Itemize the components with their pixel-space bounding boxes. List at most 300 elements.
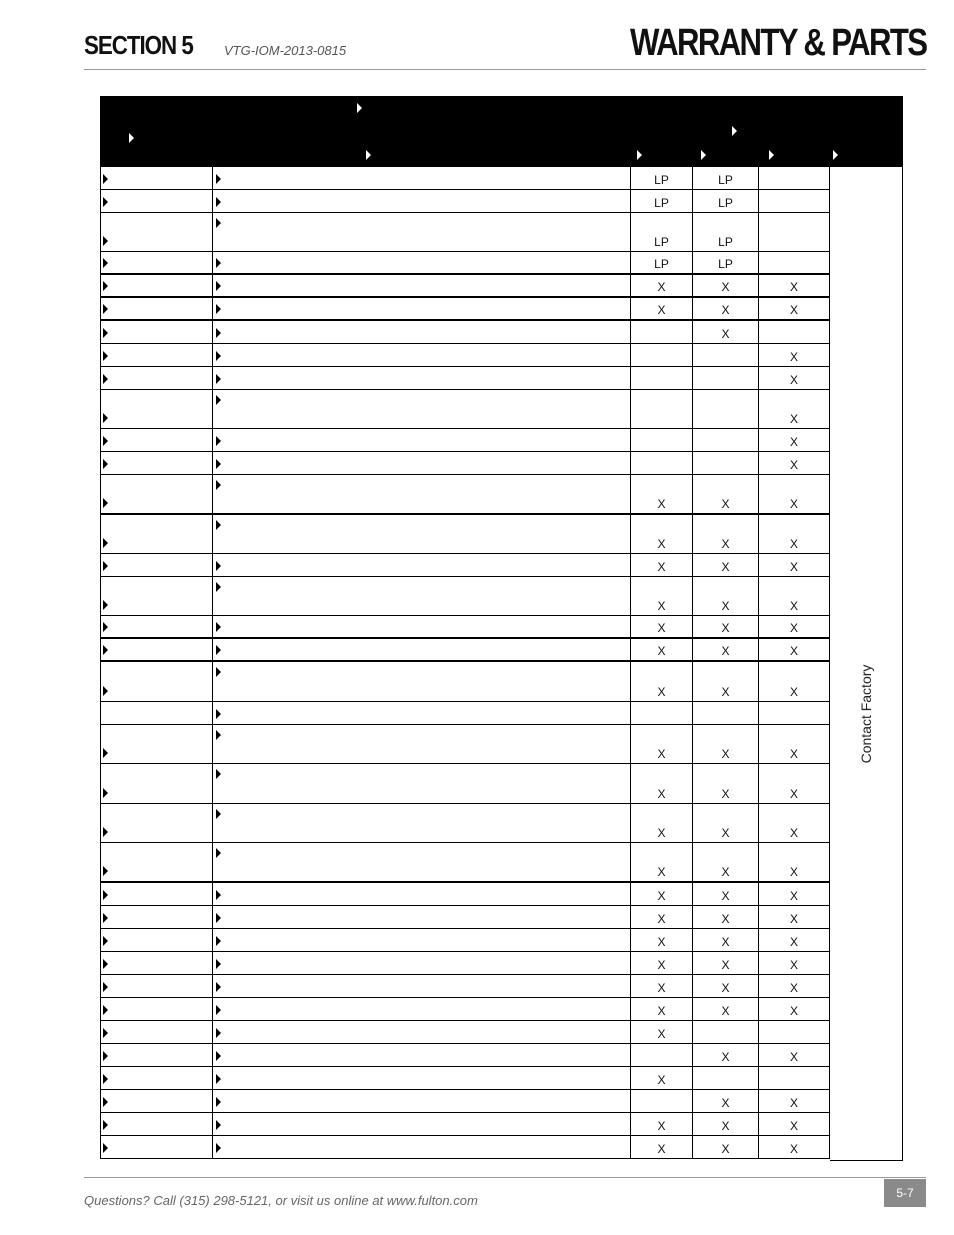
description-cell bbox=[213, 725, 631, 763]
part-number-cell bbox=[100, 929, 213, 951]
applicability-mark: X bbox=[657, 787, 666, 801]
applicability-mark: X bbox=[721, 826, 730, 840]
applicability-mark: X bbox=[721, 644, 730, 658]
model-column-1-cell bbox=[631, 804, 693, 842]
model-column-3-cell bbox=[759, 702, 830, 724]
model-column-3-cell bbox=[759, 321, 830, 343]
description-cell bbox=[213, 998, 631, 1020]
model-column-3-cell bbox=[759, 843, 830, 881]
description-cell bbox=[213, 952, 631, 974]
row-arrow-icon bbox=[216, 258, 221, 268]
model-column-3-cell bbox=[759, 515, 830, 553]
part-number-cell bbox=[100, 577, 213, 615]
model-column-2-cell bbox=[693, 554, 759, 576]
model-column-1-cell bbox=[631, 167, 693, 189]
row-arrow-icon bbox=[103, 645, 108, 655]
row-arrow-icon bbox=[103, 1028, 108, 1038]
applicability-mark: X bbox=[789, 865, 798, 879]
row-arrow-icon bbox=[216, 1028, 221, 1038]
table-row bbox=[100, 639, 830, 662]
model-column-1-cell bbox=[631, 475, 693, 513]
header-arrow-icon bbox=[637, 150, 642, 160]
model-column-2-cell bbox=[693, 298, 759, 319]
row-arrow-icon bbox=[103, 498, 108, 508]
row-arrow-icon bbox=[103, 538, 108, 548]
table-row bbox=[100, 167, 830, 190]
table-row bbox=[100, 367, 830, 390]
model-column-3-cell bbox=[759, 639, 830, 660]
table-row bbox=[100, 843, 830, 883]
model-column-3-cell bbox=[759, 616, 830, 637]
applicability-mark: X bbox=[789, 787, 798, 801]
page-title: WARRANTY & PARTS bbox=[629, 22, 926, 64]
row-arrow-icon bbox=[216, 1074, 221, 1084]
contact-factory-note: Contact Factory bbox=[858, 664, 874, 763]
description-cell bbox=[213, 616, 631, 637]
model-column-1-cell bbox=[631, 1044, 693, 1066]
row-arrow-icon bbox=[103, 1074, 108, 1084]
description-cell bbox=[213, 975, 631, 997]
model-column-2-cell bbox=[693, 662, 759, 701]
model-column-3-cell bbox=[759, 298, 830, 319]
model-column-1-cell bbox=[631, 725, 693, 763]
model-column-1-cell bbox=[631, 515, 693, 553]
part-number-cell bbox=[100, 344, 213, 366]
applicability-mark: X bbox=[721, 537, 730, 551]
applicability-mark: X bbox=[789, 497, 798, 511]
applicability-mark: X bbox=[789, 912, 798, 926]
row-arrow-icon bbox=[216, 304, 221, 314]
model-column-2-cell bbox=[693, 804, 759, 842]
part-number-cell bbox=[100, 554, 213, 576]
part-number-cell bbox=[100, 883, 213, 905]
applicability-mark: X bbox=[789, 747, 798, 761]
table-row bbox=[100, 1136, 830, 1159]
part-number-cell bbox=[100, 952, 213, 974]
applicability-mark: X bbox=[721, 1142, 730, 1156]
header-arrow-icon bbox=[769, 150, 774, 160]
table-row bbox=[100, 883, 830, 906]
applicability-mark: X bbox=[721, 621, 730, 635]
row-arrow-icon bbox=[216, 1005, 221, 1015]
model-column-2-cell bbox=[693, 190, 759, 212]
model-column-2-cell bbox=[693, 475, 759, 513]
part-number-cell bbox=[100, 804, 213, 842]
row-arrow-icon bbox=[103, 281, 108, 291]
applicability-mark: X bbox=[789, 303, 798, 317]
model-column-3-cell bbox=[759, 429, 830, 451]
model-column-2-cell bbox=[693, 275, 759, 296]
model-column-1-cell bbox=[631, 367, 693, 389]
part-number-cell bbox=[100, 475, 213, 513]
row-arrow-icon bbox=[103, 600, 108, 610]
part-number-cell bbox=[100, 1021, 213, 1043]
model-column-2-cell bbox=[693, 367, 759, 389]
applicability-mark: LP bbox=[718, 173, 733, 187]
model-column-3-cell bbox=[759, 390, 830, 428]
row-arrow-icon bbox=[103, 936, 108, 946]
model-column-1-cell bbox=[631, 883, 693, 905]
model-column-3-cell bbox=[759, 252, 830, 273]
part-number-cell bbox=[100, 843, 213, 881]
applicability-mark: X bbox=[721, 935, 730, 949]
row-arrow-icon bbox=[216, 197, 221, 207]
table-row bbox=[100, 764, 830, 804]
description-cell bbox=[213, 190, 631, 212]
row-arrow-icon bbox=[103, 351, 108, 361]
applicability-mark: X bbox=[721, 303, 730, 317]
applicability-mark: X bbox=[657, 1073, 666, 1087]
row-arrow-icon bbox=[216, 218, 221, 228]
description-cell bbox=[213, 929, 631, 951]
model-column-1-cell bbox=[631, 298, 693, 319]
model-column-3-cell bbox=[759, 929, 830, 951]
applicability-mark: X bbox=[789, 621, 798, 635]
applicability-mark: X bbox=[657, 865, 666, 879]
part-number-cell bbox=[100, 321, 213, 343]
model-column-1-cell bbox=[631, 975, 693, 997]
model-column-3-cell bbox=[759, 952, 830, 974]
description-cell bbox=[213, 1021, 631, 1043]
description-cell bbox=[213, 167, 631, 189]
model-column-3-cell bbox=[759, 764, 830, 803]
table-row bbox=[100, 475, 830, 515]
model-column-2-cell bbox=[693, 429, 759, 451]
row-arrow-icon bbox=[103, 748, 108, 758]
row-arrow-icon bbox=[216, 1143, 221, 1153]
row-arrow-icon bbox=[103, 1097, 108, 1107]
model-column-1-cell bbox=[631, 1113, 693, 1135]
model-column-2-cell bbox=[693, 1021, 759, 1043]
row-arrow-icon bbox=[103, 174, 108, 184]
description-cell bbox=[213, 883, 631, 905]
model-column-2-cell bbox=[693, 1044, 759, 1066]
model-column-3-cell bbox=[759, 725, 830, 763]
parts-table bbox=[100, 96, 903, 1161]
row-arrow-icon bbox=[216, 769, 221, 779]
row-arrow-icon bbox=[216, 374, 221, 384]
row-arrow-icon bbox=[216, 395, 221, 405]
row-arrow-icon bbox=[103, 622, 108, 632]
model-column-1-cell bbox=[631, 929, 693, 951]
model-column-2-cell bbox=[693, 167, 759, 189]
applicability-mark: LP bbox=[654, 257, 669, 271]
table-row bbox=[100, 275, 830, 298]
model-column-2-cell bbox=[693, 998, 759, 1020]
description-cell bbox=[213, 764, 631, 803]
table-row bbox=[100, 321, 830, 344]
row-arrow-icon bbox=[216, 890, 221, 900]
part-number-cell bbox=[100, 639, 213, 660]
applicability-mark: X bbox=[657, 280, 666, 294]
applicability-mark: X bbox=[721, 1096, 730, 1110]
row-arrow-icon bbox=[103, 686, 108, 696]
applicability-mark: X bbox=[789, 280, 798, 294]
applicability-mark: X bbox=[657, 560, 666, 574]
applicability-mark: X bbox=[789, 1142, 798, 1156]
applicability-mark: X bbox=[789, 458, 798, 472]
row-arrow-icon bbox=[216, 281, 221, 291]
applicability-mark: X bbox=[789, 644, 798, 658]
applicability-mark: X bbox=[789, 1050, 798, 1064]
model-column-1-cell bbox=[631, 952, 693, 974]
table-row bbox=[100, 804, 830, 843]
description-cell bbox=[213, 515, 631, 553]
model-column-3-cell bbox=[759, 906, 830, 928]
part-number-cell bbox=[100, 429, 213, 451]
part-number-cell bbox=[100, 662, 213, 701]
model-column-2-cell bbox=[693, 344, 759, 366]
applicability-mark: X bbox=[721, 889, 730, 903]
applicability-mark: X bbox=[657, 1119, 666, 1133]
model-column-1-cell bbox=[631, 1090, 693, 1112]
table-row bbox=[100, 998, 830, 1021]
model-column-2-cell bbox=[693, 390, 759, 428]
model-column-2-cell bbox=[693, 725, 759, 763]
description-cell bbox=[213, 475, 631, 513]
table-row bbox=[100, 577, 830, 616]
table-row bbox=[100, 1021, 830, 1044]
model-column-1-cell bbox=[631, 1136, 693, 1158]
header-divider bbox=[84, 69, 926, 70]
model-column-2-cell bbox=[693, 702, 759, 724]
part-number-cell bbox=[100, 702, 213, 724]
applicability-mark: X bbox=[721, 865, 730, 879]
applicability-mark: X bbox=[657, 981, 666, 995]
applicability-mark: X bbox=[789, 1096, 798, 1110]
model-column-1-cell bbox=[631, 344, 693, 366]
table-row bbox=[100, 616, 830, 639]
description-cell bbox=[213, 252, 631, 273]
applicability-mark: LP bbox=[718, 257, 733, 271]
row-arrow-icon bbox=[216, 622, 221, 632]
row-arrow-icon bbox=[103, 258, 108, 268]
row-arrow-icon bbox=[103, 959, 108, 969]
table-row bbox=[100, 429, 830, 452]
table-row bbox=[100, 952, 830, 975]
row-arrow-icon bbox=[103, 913, 108, 923]
table-row bbox=[100, 906, 830, 929]
row-arrow-icon bbox=[103, 304, 108, 314]
model-column-1-cell bbox=[631, 252, 693, 273]
model-column-1-cell bbox=[631, 639, 693, 660]
description-cell bbox=[213, 804, 631, 842]
part-number-cell bbox=[100, 298, 213, 319]
description-cell bbox=[213, 1090, 631, 1112]
row-arrow-icon bbox=[103, 561, 108, 571]
description-cell bbox=[213, 344, 631, 366]
applicability-mark: X bbox=[721, 280, 730, 294]
model-column-3-cell bbox=[759, 344, 830, 366]
row-arrow-icon bbox=[216, 959, 221, 969]
part-number-cell bbox=[100, 998, 213, 1020]
table-row bbox=[100, 344, 830, 367]
applicability-mark: X bbox=[789, 537, 798, 551]
row-arrow-icon bbox=[216, 809, 221, 819]
table-row bbox=[100, 190, 830, 213]
model-column-3-cell bbox=[759, 1067, 830, 1089]
model-column-2-cell bbox=[693, 252, 759, 273]
model-column-3-cell bbox=[759, 1021, 830, 1043]
applicability-mark: X bbox=[789, 889, 798, 903]
description-cell bbox=[213, 1067, 631, 1089]
row-arrow-icon bbox=[216, 351, 221, 361]
model-column-1-cell bbox=[631, 662, 693, 701]
applicability-mark: X bbox=[721, 747, 730, 761]
footer-contact: Questions? Call (315) 298-5121, or visit us online at www.fulton.com bbox=[84, 1193, 478, 1208]
row-arrow-icon bbox=[216, 667, 221, 677]
applicability-mark: X bbox=[789, 1119, 798, 1133]
row-arrow-icon bbox=[103, 788, 108, 798]
applicability-mark: X bbox=[789, 560, 798, 574]
row-arrow-icon bbox=[216, 709, 221, 719]
model-column-1-cell bbox=[631, 616, 693, 637]
model-column-2-cell bbox=[693, 577, 759, 615]
applicability-mark: X bbox=[789, 981, 798, 995]
description-cell bbox=[213, 298, 631, 319]
applicability-mark: X bbox=[721, 981, 730, 995]
row-arrow-icon bbox=[216, 913, 221, 923]
table-row bbox=[100, 298, 830, 321]
applicability-mark: X bbox=[657, 889, 666, 903]
model-column-1-cell bbox=[631, 998, 693, 1020]
part-number-cell bbox=[100, 1044, 213, 1066]
row-arrow-icon bbox=[216, 174, 221, 184]
model-column-2-cell bbox=[693, 616, 759, 637]
applicability-mark: X bbox=[721, 327, 730, 341]
header-arrow-icon bbox=[732, 126, 737, 136]
table-row bbox=[100, 1113, 830, 1136]
applicability-mark: X bbox=[721, 1119, 730, 1133]
applicability-mark: X bbox=[789, 958, 798, 972]
applicability-mark: X bbox=[789, 1004, 798, 1018]
applicability-mark: LP bbox=[654, 173, 669, 187]
part-number-cell bbox=[100, 975, 213, 997]
row-arrow-icon bbox=[103, 866, 108, 876]
applicability-mark: X bbox=[657, 1142, 666, 1156]
description-cell bbox=[213, 662, 631, 701]
model-column-2-cell bbox=[693, 452, 759, 474]
section-label: SECTION 5 bbox=[84, 30, 193, 60]
model-column-1-cell bbox=[631, 1067, 693, 1089]
model-column-3-cell bbox=[759, 1136, 830, 1158]
row-arrow-icon bbox=[216, 459, 221, 469]
row-arrow-icon bbox=[103, 890, 108, 900]
row-arrow-icon bbox=[216, 645, 221, 655]
model-column-1-cell bbox=[631, 452, 693, 474]
model-column-1-cell bbox=[631, 213, 693, 251]
model-column-2-cell bbox=[693, 1136, 759, 1158]
table-row bbox=[100, 702, 830, 725]
page-number: 5-7 bbox=[884, 1179, 926, 1207]
description-cell bbox=[213, 213, 631, 251]
document-code: VTG-IOM-2013-0815 bbox=[224, 43, 347, 58]
model-column-2-cell bbox=[693, 639, 759, 660]
row-arrow-icon bbox=[216, 1097, 221, 1107]
applicability-mark: LP bbox=[654, 196, 669, 210]
applicability-mark: LP bbox=[718, 235, 733, 249]
applicability-mark: X bbox=[721, 1050, 730, 1064]
part-number-cell bbox=[100, 515, 213, 553]
row-arrow-icon bbox=[216, 1051, 221, 1061]
row-arrow-icon bbox=[216, 848, 221, 858]
model-column-2-cell bbox=[693, 764, 759, 803]
part-number-cell bbox=[100, 252, 213, 273]
applicability-mark: X bbox=[721, 560, 730, 574]
applicability-mark: X bbox=[657, 497, 666, 511]
part-number-cell bbox=[100, 452, 213, 474]
description-cell bbox=[213, 554, 631, 576]
applicability-mark: X bbox=[789, 373, 798, 387]
table-row bbox=[100, 213, 830, 252]
model-column-2-cell bbox=[693, 929, 759, 951]
applicability-mark: X bbox=[657, 537, 666, 551]
row-arrow-icon bbox=[216, 480, 221, 490]
description-cell bbox=[213, 843, 631, 881]
applicability-mark: LP bbox=[654, 235, 669, 249]
applicability-mark: X bbox=[721, 912, 730, 926]
applicability-mark: X bbox=[657, 1004, 666, 1018]
model-column-2-cell bbox=[693, 1067, 759, 1089]
table-row bbox=[100, 1090, 830, 1113]
model-column-1-cell bbox=[631, 390, 693, 428]
applicability-mark: X bbox=[721, 1004, 730, 1018]
model-column-3-cell bbox=[759, 1090, 830, 1112]
table-row bbox=[100, 554, 830, 577]
row-arrow-icon bbox=[216, 982, 221, 992]
model-column-3-cell bbox=[759, 883, 830, 905]
part-number-cell bbox=[100, 190, 213, 212]
header-arrow-icon bbox=[129, 133, 134, 143]
applicability-mark: LP bbox=[718, 196, 733, 210]
table-row bbox=[100, 929, 830, 952]
part-number-cell bbox=[100, 275, 213, 296]
model-column-2-cell bbox=[693, 843, 759, 881]
row-arrow-icon bbox=[103, 197, 108, 207]
model-column-2-cell bbox=[693, 213, 759, 251]
table-row bbox=[100, 1044, 830, 1067]
part-number-cell bbox=[100, 367, 213, 389]
table-row bbox=[100, 515, 830, 554]
applicability-mark: X bbox=[789, 935, 798, 949]
part-number-cell bbox=[100, 1113, 213, 1135]
row-arrow-icon bbox=[103, 1051, 108, 1061]
description-cell bbox=[213, 702, 631, 724]
applicability-mark: X bbox=[657, 644, 666, 658]
row-arrow-icon bbox=[216, 520, 221, 530]
part-number-cell bbox=[100, 390, 213, 428]
header-arrow-icon bbox=[701, 150, 706, 160]
model-column-2-cell bbox=[693, 1090, 759, 1112]
applicability-mark: X bbox=[789, 350, 798, 364]
row-arrow-icon bbox=[216, 561, 221, 571]
model-column-1-cell bbox=[631, 190, 693, 212]
footer-divider bbox=[84, 1177, 926, 1178]
table-row bbox=[100, 725, 830, 764]
model-column-1-cell bbox=[631, 702, 693, 724]
applicability-mark: X bbox=[721, 685, 730, 699]
applicability-mark: X bbox=[721, 958, 730, 972]
applicability-mark: X bbox=[721, 599, 730, 613]
model-column-2-cell bbox=[693, 1113, 759, 1135]
model-column-1-cell bbox=[631, 321, 693, 343]
part-number-cell bbox=[100, 1067, 213, 1089]
row-arrow-icon bbox=[103, 1143, 108, 1153]
contact-factory-column bbox=[830, 167, 903, 1161]
row-arrow-icon bbox=[103, 827, 108, 837]
header-arrow-icon bbox=[833, 150, 838, 160]
applicability-mark: X bbox=[789, 599, 798, 613]
